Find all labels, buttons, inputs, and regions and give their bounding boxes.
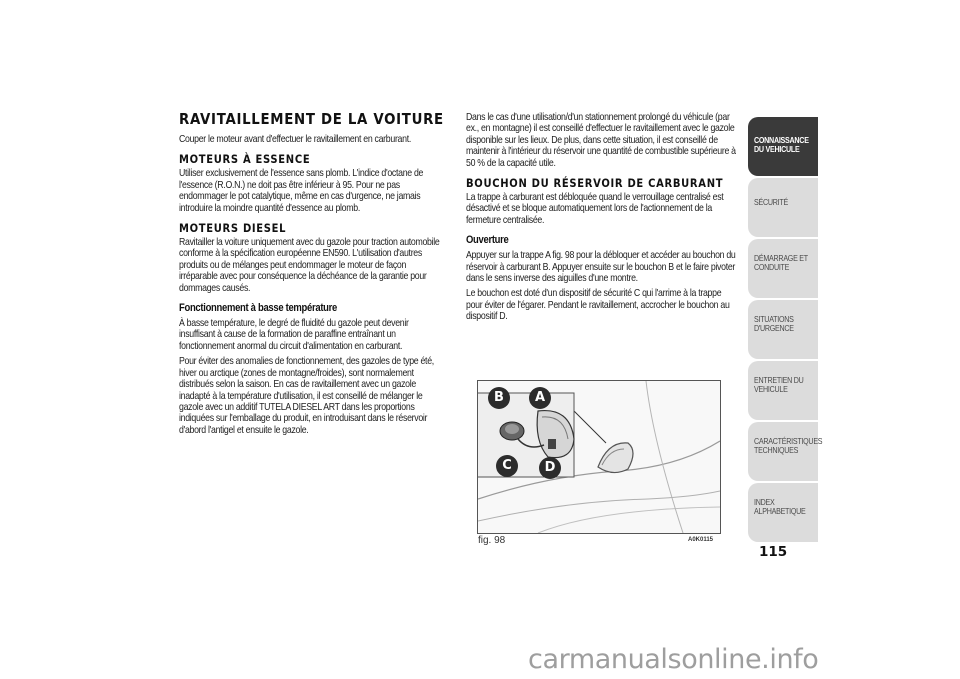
cap-heading: BOUCHON DU RÉSERVOIR DE CARBURANT <box>466 176 724 191</box>
tab-connaissance[interactable] <box>748 117 818 176</box>
tab-entretien[interactable] <box>748 361 818 420</box>
tab-urgence[interactable] <box>748 300 818 359</box>
cold-heading: Fonctionnement à basse température <box>179 302 337 315</box>
page-title: RAVITAILLEMENT DE LA VOITURE <box>179 110 444 128</box>
label-a-icon: A <box>529 387 551 409</box>
tab-label: DÉMARRAGE ET CONDUITE <box>754 253 808 272</box>
cap-paragraph: La trappe à carburant est débloquée quand le verrouillage centralisé est désactivé et se bloque automatiquement lors de l'actionnement de la fermeture centralisée. <box>466 192 724 226</box>
opening-heading: Ouverture <box>466 234 509 247</box>
diesel-paragraph: Ravitailler la voiture uniquement avec du gazole pour traction automobile conforme à la spécification européenne EN590. L'utilisation d'autres produits ou de mélanges peut endommager le moteur de façon irréparable avec pour conséquence la déchéance de la garantie pour dommages causés. <box>179 237 440 294</box>
tab-demarrage[interactable] <box>748 239 818 298</box>
opening-paragraph-1: Appuyer sur la trappe A fig. 98 pour la débloquer et accéder au bouchon du réservoir à carburant B. Appuyer ensuite sur le bouchon B et le faire pivoter dans le sens inverse des aiguilles d'une montre. <box>466 250 736 285</box>
tab-securite[interactable] <box>748 178 818 237</box>
label-d-icon: D <box>539 457 561 479</box>
left-column <box>179 112 446 440</box>
essence-heading: MOTEURS À ESSENCE <box>179 152 311 167</box>
right-column <box>466 112 736 327</box>
page-number: 115 <box>759 544 788 560</box>
right-intro-paragraph: Dans le cas d'une utilisation/d'un stationnement prolongé du véhicule (par ex., en montagne) il est conseillé d'effectuer le ravitaillement avec le gazole disponible sur les lieux. De plus, dans cette situation, il est conseillé de maintenir à l'intérieur du réservoir une quantité de combustible supérieure à 50 % de la capacité utile. <box>466 112 736 169</box>
label-b-icon: B <box>488 387 510 409</box>
figure-caption: fig. 98 <box>478 535 506 546</box>
cold-paragraph-1: À basse température, le degré de fluidité du gazole peut devenir insuffisant à cause de la formation de paraffine entraînant un fonctionnement anormal du circuit d'alimentation en carburant. <box>179 318 409 352</box>
opening-paragraph-2: Le bouchon est doté d'un dispositif de sécurité C qui l'arrime à la trappe pour éviter de l'égarer. Pendant le ravitaillement, accrocher le bouchon au dispositif D. <box>466 288 730 323</box>
tab-label: INDEX ALPHABETIQUE <box>754 497 806 516</box>
intro-paragraph: Couper le moteur avant d'effectuer le ravitaillement en carburant. <box>179 134 411 145</box>
tab-label: SITUATIONS D'URGENCE <box>754 314 794 333</box>
cold-paragraph-2: Pour éviter des anomalies de fonctionnement, des gazoles de type été, hiver ou arctique (zones de montagne/froides), sont normalement distribués selon la saison. En cas de ravitaillement avec un gazole inadapté à la température d'utilisation, il est conseillé de mélanger le gazole avec un additif TUTELA DIESEL ART dans les proportions indiquées sur l'emballage du produit, en introduisant dans le réservoir d'abord l'antigel et ensuite le gazole. <box>179 356 434 436</box>
fuel-flap-figure <box>477 380 721 534</box>
tab-label: ENTRETIEN DU VEHICULE <box>754 375 804 394</box>
tab-label: CONNAISSANCE DU VEHICULE <box>754 135 809 154</box>
tab-label: CARACTÉRISTIQUES TECHNIQUES <box>754 436 823 455</box>
watermark: carmanualsonline.info <box>528 644 819 675</box>
tab-caracteristiques[interactable] <box>748 422 823 481</box>
chapter-tabs <box>748 117 823 544</box>
figure-code: A0K0115 <box>688 537 714 543</box>
label-c-icon: C <box>496 455 518 477</box>
tab-label: SÉCURITÉ <box>754 197 788 207</box>
tab-index[interactable] <box>748 483 818 542</box>
diesel-heading: MOTEURS DIESEL <box>179 221 287 236</box>
essence-paragraph: Utiliser exclusivement de l'essence sans plomb. L'indice d'octane de l'essence (R.O.N.) ne doit pas être inférieur à 95. Pour ne pas endommager le pot catalytique, même en cas d'urgence, ne jamais introduire la moindre quantité d'essence au plomb. <box>179 168 424 214</box>
